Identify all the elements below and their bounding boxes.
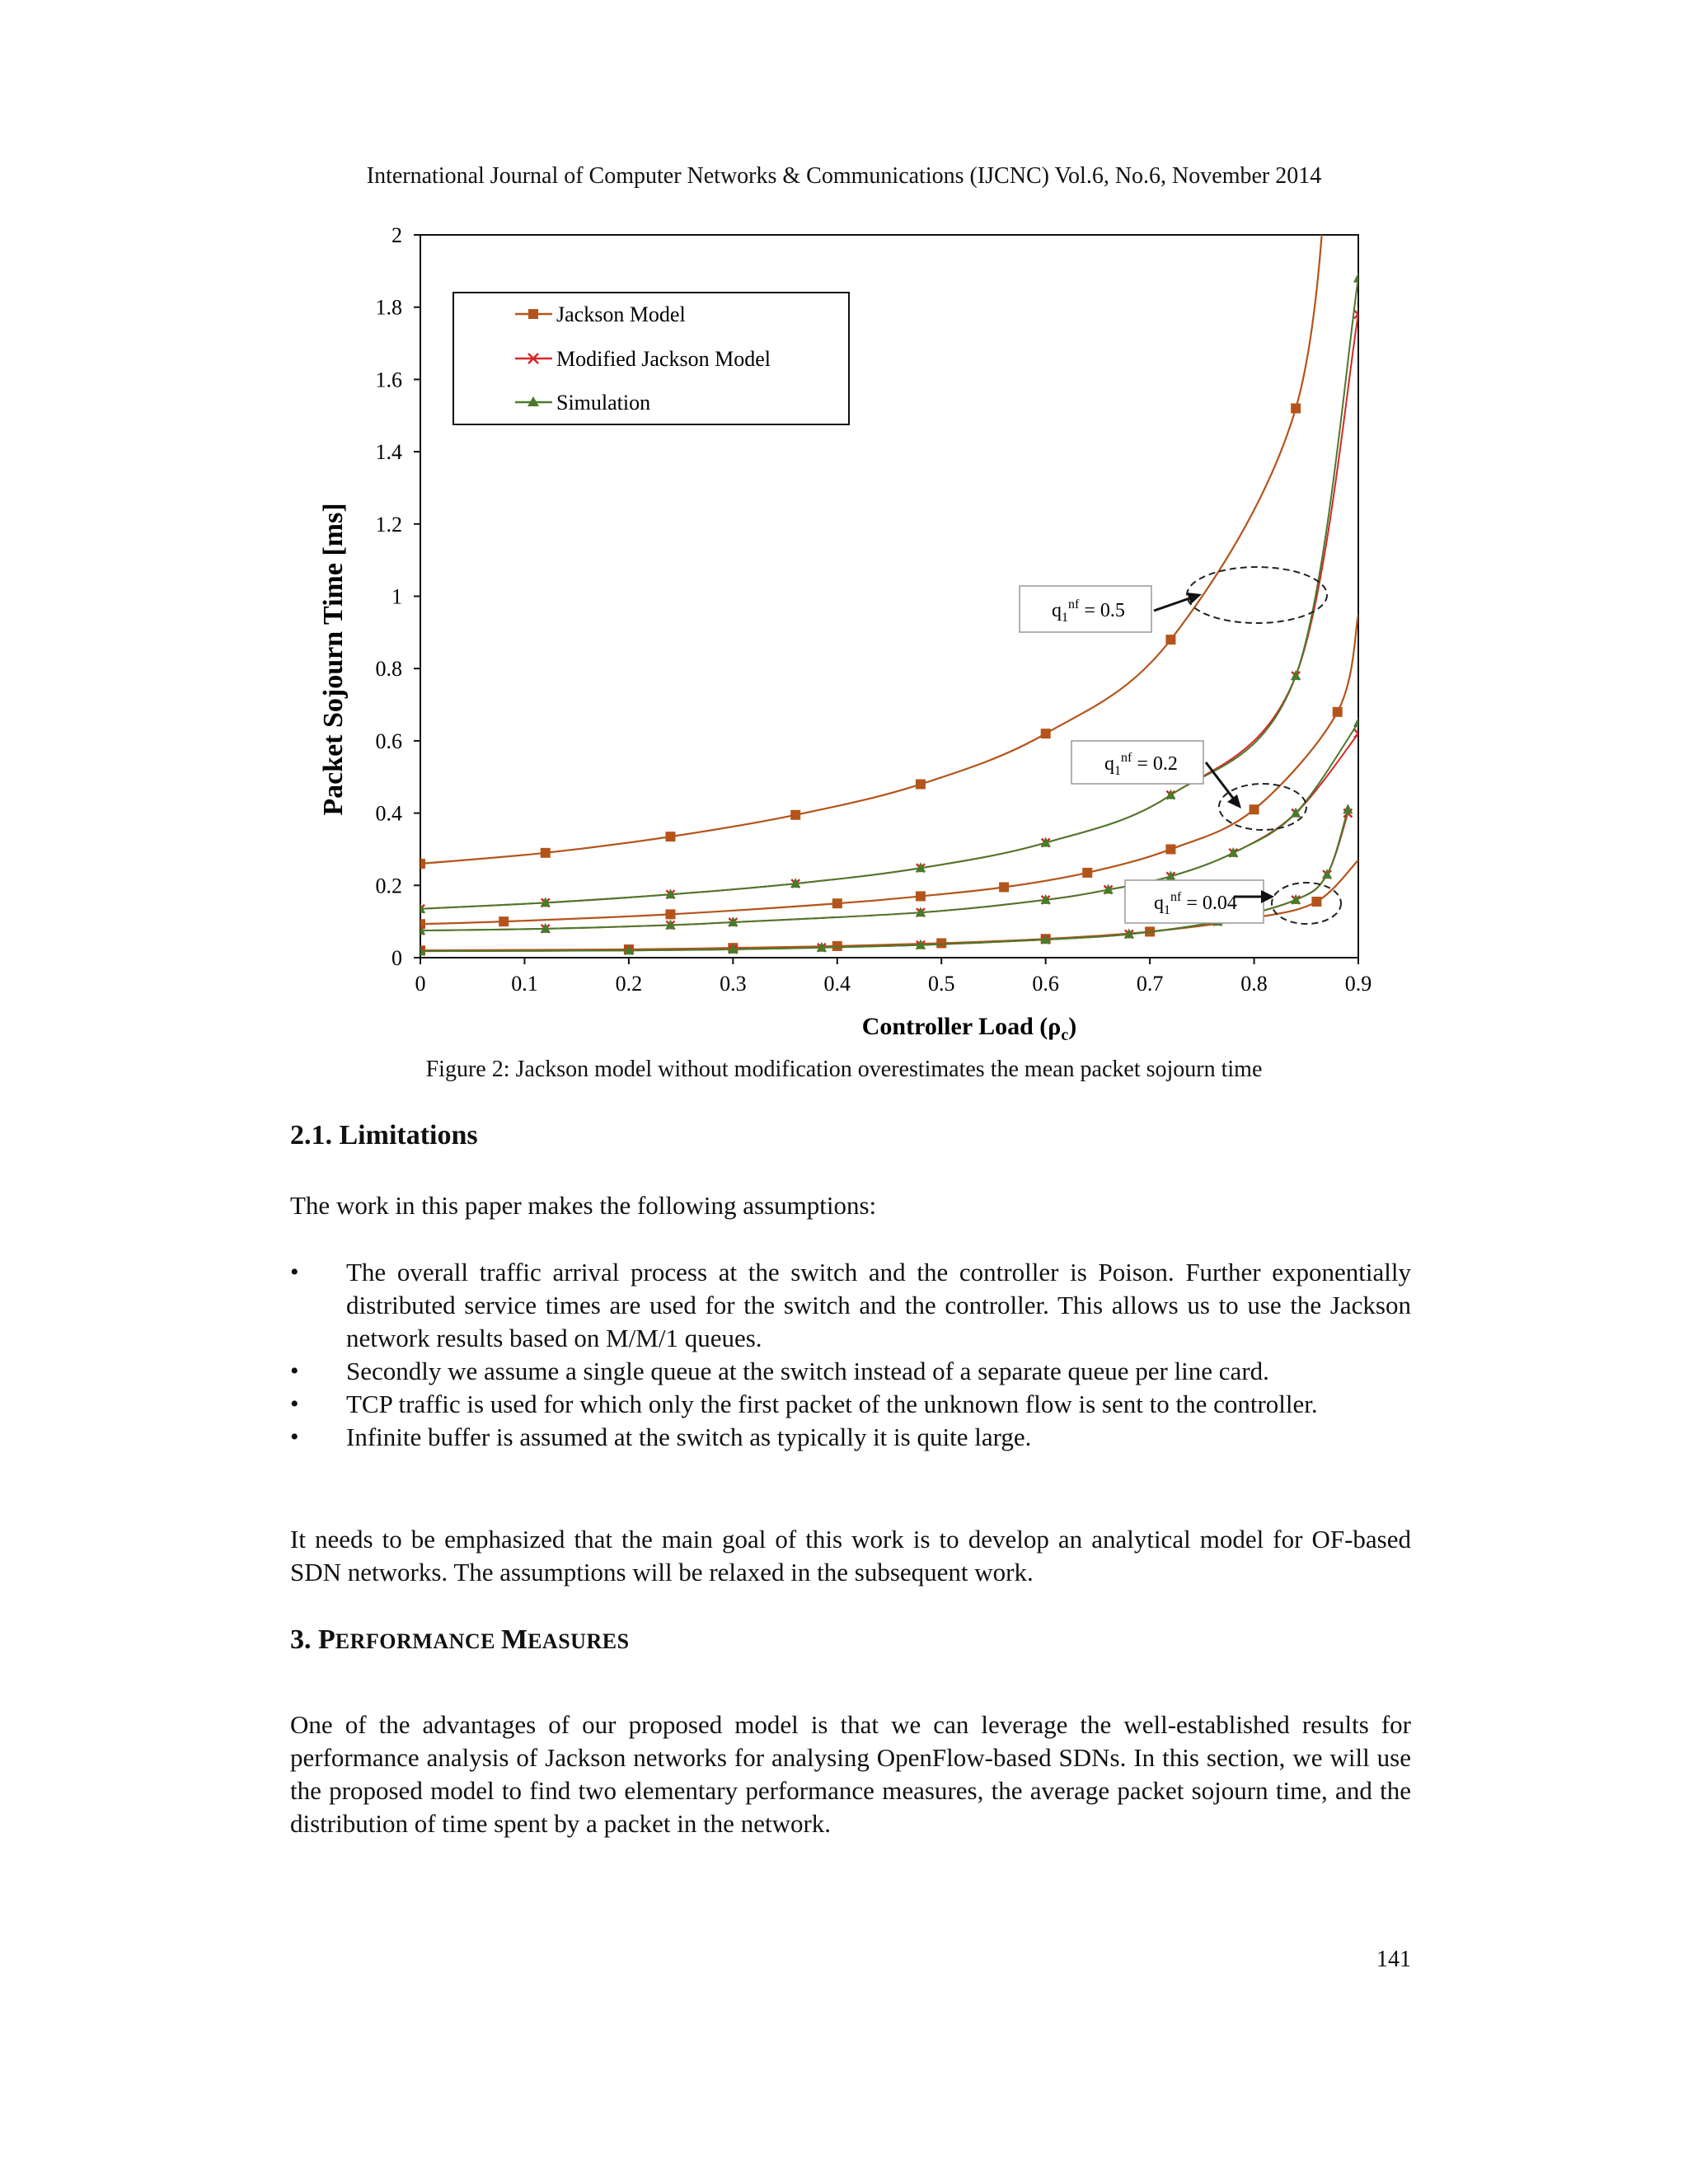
y-tick-label: 0 — [392, 946, 402, 970]
y-axis-label: Packet Sojourn Time [ms] — [318, 503, 349, 816]
section-heading: 2.1. Limitations — [290, 1120, 478, 1151]
y-tick-label: 1.6 — [375, 368, 402, 392]
svg-text:q1nf = 0.2: $q_1^{nf} = 0.2$ — [1104, 751, 1178, 778]
y-tick-label: 1.4 — [375, 440, 402, 465]
paragraph: It needs to be emphasized that the main goal of this work is to develop an analytical model for OF-based SDN networks. The assumptions will be relaxed in the subsequent work. — [290, 1525, 1411, 1586]
data-point — [832, 941, 842, 951]
y-tick-label: 0.4 — [375, 801, 402, 826]
data-point — [936, 938, 946, 948]
x-axis-label: Controller Load $(\rho_c)$ — [861, 1013, 1077, 1044]
x-tick-label: 0.8 — [1240, 972, 1268, 996]
svg-text:q1nf = 0.5: $q_1^{nf} = 0.5$ — [1052, 598, 1125, 625]
y-tick-label: 0.6 — [375, 729, 402, 753]
data-point — [499, 916, 509, 926]
x-tick-label: 0.5 — [927, 972, 955, 996]
data-point — [916, 891, 926, 901]
svg-text:q1nf = 0.04: $q_1^{nf} = 0.04$ — [1154, 890, 1237, 917]
data-point — [1165, 635, 1175, 644]
data-point — [1041, 729, 1051, 738]
x-tick-label: 0.1 — [511, 972, 538, 996]
figure-caption: Figure 2: Jackson model without modification overestimates the mean packet sojourn time — [425, 1057, 1263, 1082]
y-tick-label: 2 — [392, 223, 402, 247]
data-point — [916, 780, 926, 790]
data-point — [415, 859, 425, 869]
list-item: • Infinite buffer is assumed at the switch as typically it is quite large. — [290, 1421, 1411, 1454]
data-point — [1311, 897, 1321, 907]
list-item: • TCP traffic is used for which only the first packet of the unknown flow is sent to the controller. — [290, 1388, 1411, 1421]
paragraph: One of the advantages of our proposed model is that we can leverage the well-established results for performance analysis of Jackson networks for analysing OpenFlow-based SDNs. In this section, we will use the proposed model to find two elementary performance measures, the average packet sojourn time, and the distribution of time spent by a packet in the network. — [290, 1710, 1411, 1838]
data-point — [999, 882, 1009, 892]
data-point — [790, 810, 800, 820]
paragraph: The work in this paper makes the following assumptions: — [290, 1191, 877, 1220]
data-point — [541, 848, 551, 858]
page-number: 141 — [1376, 1947, 1411, 1972]
data-point — [1250, 804, 1259, 814]
list-item: • Secondly we assume a single queue at the switch instead of a separate queue per line card. — [290, 1355, 1411, 1388]
section-heading: 3. PERFORMANCE MEASURES — [290, 1624, 630, 1655]
assumption-list — [290, 1256, 1411, 1454]
legend — [453, 293, 849, 424]
x-tick-label: 0.3 — [720, 972, 747, 996]
data-point — [1165, 844, 1175, 854]
data-point — [1082, 868, 1092, 878]
x-tick-label: 0.6 — [1032, 972, 1059, 996]
x-tick-label: 0 — [415, 972, 426, 996]
x-tick-label: 0.7 — [1136, 972, 1164, 996]
legend-label: Modified Jackson Model — [556, 347, 771, 371]
legend-label: Simulation — [556, 391, 651, 415]
list-item: • The overall traffic arrival process at the switch and the controller is Poison. Further exponentially distributed service times are used for the switch and the controller. This allows us to use the Jackson network results based on M/M/1 queues. — [290, 1256, 1411, 1355]
data-point — [665, 832, 675, 841]
data-point — [1291, 403, 1301, 413]
data-point — [665, 909, 675, 919]
x-tick-label: 0.9 — [1344, 972, 1372, 996]
data-point — [1333, 707, 1343, 717]
y-tick-label: 0.8 — [375, 657, 402, 682]
y-tick-label: 1.8 — [375, 295, 402, 320]
x-tick-label: 0.2 — [615, 972, 643, 996]
y-tick-label: 1 — [392, 584, 402, 609]
section-performance — [290, 1624, 1411, 1658]
legend-label: Jackson Model — [556, 302, 686, 326]
x-tick-label: 0.4 — [823, 972, 851, 996]
sojourn-time-chart — [297, 218, 1393, 1051]
data-point — [832, 898, 842, 908]
y-tick-label: 0.2 — [375, 874, 402, 898]
journal-header: International Journal of Computer Networks & Communications (IJCNC) Vol.6, No.6, November 2014 — [366, 163, 1322, 189]
section-limitations — [290, 1119, 1411, 1152]
y-tick-label: 1.2 — [375, 512, 402, 537]
